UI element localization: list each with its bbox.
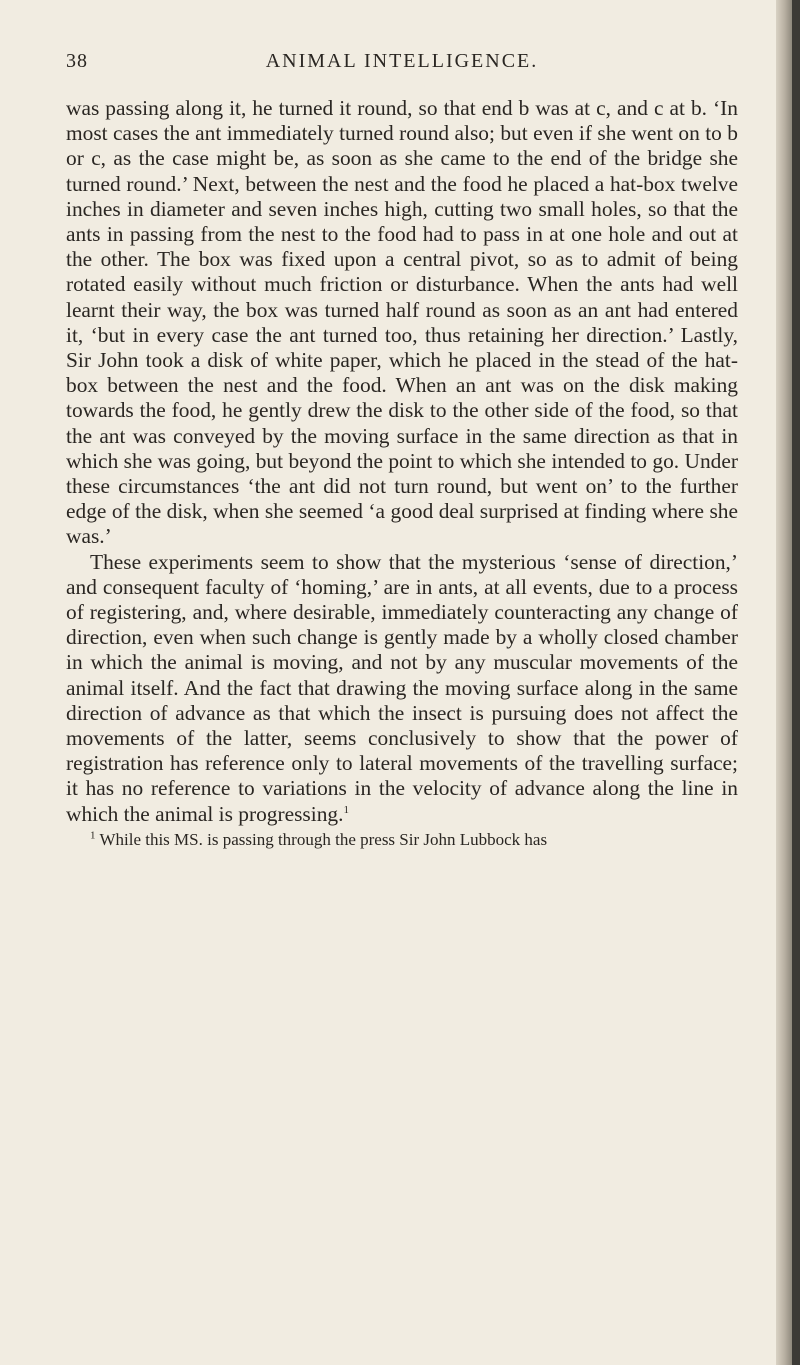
paragraph [66,550,738,827]
footnote [66,829,738,851]
footnote-text: While this MS. is passing through the press Sir John Lubbock has [99,829,548,849]
paragraph-text: These experiments seem to show that the mysterious ‘sense of direction,’ and consequent faculty of ‘homing,’ are in ants, at all events, due to a process of registering, and, where desirable, immediately counteracting any change of direction, even when such change is gently made by a wholly closed chamber in which the animal is moving, and not by any muscular movements of the animal itself. And the fact that drawing the moving surface along in the same direction of advance as that which the insect is pursuing does not affect the movements of the latter, seems conclusively to show that the power of registration has reference only to lateral movements of the travelling surface; it has no reference to variations in the velocity of advance along the line in which the animal is progressing. [66,549,738,826]
page-edge-dark [792,0,800,1365]
body-text [66,96,738,827]
book-page [66,44,738,851]
footnote-marker: 1 [90,829,96,842]
running-head: ANIMAL INTELLIGENCE. [265,50,539,72]
paragraph: was passing along it, he turned it round, so that end b was at c, and c at b. ‘In most cases the ant immediately turned round also; but even if she went on to b or c, as the case might be, as soon as she came to the end of the bridge she turned round.’ Next, between the nest and the food he placed a hat-box twelve inches in diameter and seven inches high, cutting two small holes, so that the ants in passing from the nest to the food had to pass in at one hole and out at the other. The box was fixed upon a central pivot, so as to admit of being rotated easily without much friction or disturbance. When the ants had well learnt their way, the box was turned half round as soon as an ant had entered it, ‘but in every case the ant turned too, thus retaining her direction.’ Lastly, Sir John took a disk of white paper, which he placed in the stead of the hat-box between the nest and the food. When an ant was on the disk making towards the food, he gently drew the disk to the other side of the food, so that the ant was conveyed by the moving surface in the same direction as that in which she was going, but beyond the point to which she intended to go. Under these circumstances ‘the ant did not turn round, but went on’ to the further edge of the disk, when she seemed ‘a good deal surprised at finding where she was.’ [66,96,738,549]
page-number: 38 [66,50,88,72]
page-header [66,44,738,80]
footnote-reference: 1 [343,803,349,816]
